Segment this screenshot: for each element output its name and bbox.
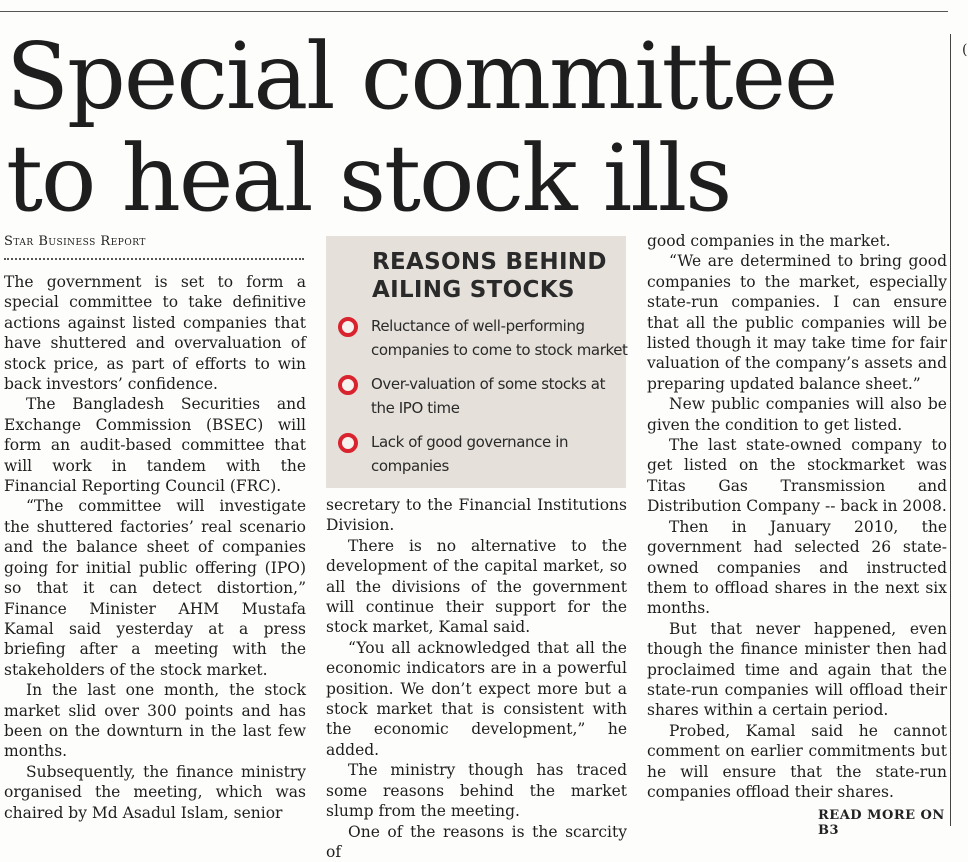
byline: Star Business Report [4, 234, 146, 249]
reason-item [338, 314, 628, 362]
paragraph: Then in January 2010, the government had selected 26 state-owned companies and instructed them to offload shares in the next six months. [647, 517, 947, 619]
top-rule [0, 11, 948, 12]
paragraph: But that never happened, even though the finance minister then had proclaimed time and again that the state-run companies will offload their shares within a certain period. [647, 619, 947, 721]
reason-text [371, 314, 628, 362]
reason-line: Lack of good governance in [371, 433, 568, 451]
reason-text [371, 430, 628, 478]
dotted-rule [4, 258, 304, 260]
read-more-link[interactable]: READ MORE ON B3 [818, 808, 968, 838]
reason-line: Over-valuation of some stocks at [371, 375, 605, 393]
paragraph: The last state-owned company to get listed on the stockmarket was Titas Gas Transmission and Distribution Company -- back in 2008. [647, 435, 947, 517]
sidebar-title-line-1: REASONS BEHIND [372, 249, 607, 275]
reason-item [338, 430, 628, 478]
sidebar-title-line-2: AILING STOCKS [372, 277, 575, 303]
paragraph: New public companies will also be given the condition to get listed. [647, 394, 947, 435]
paragraph: The government is set to form a special committee to take definitive actions against listed companies that have shuttered and overvaluation of stock price, as part of efforts to win back investors’ confidence. [4, 272, 306, 394]
column-divider [950, 34, 951, 826]
paragraph: One of the reasons is the scarcity of [326, 822, 627, 862]
article-column-2 [326, 495, 627, 862]
paragraph: Subsequently, the finance ministry organised the meeting, which was chaired by Md Asadul Islam, senior [4, 762, 306, 823]
paragraph: “We are determined to bring good companies to the market, especially state-run companies. I can ensure that all the public companies will be listed though it may take time for fair valuation of the company’s assets and preparing updated balance sheet.” [647, 251, 947, 394]
red-ring-bullet-icon [338, 317, 358, 337]
headline-line-2: to heal stock ills [6, 125, 730, 232]
paragraph: The Bangladesh Securities and Exchange Commission (BSEC) will form an audit-based committee that will work in tandem with the Financial Reporting Council (FRC). [4, 394, 306, 496]
paragraph: There is no alternative to the development of the capital market, so all the divisions of the government will continue their support for the stock market, Kamal said. [326, 536, 627, 638]
reason-line: the IPO time [371, 399, 460, 417]
paragraph: “The committee will investigate the shuttered factories’ real scenario and the balance sheet of companies going for initial public offering (IPO) so that it can detect distortion,” Finance Minister AHM Mustafa Kamal said yesterday at a press briefing after a meeting with the stakeholders of the stock market. [4, 496, 306, 680]
reason-line: Reluctance of well-performing [371, 317, 585, 335]
reason-text [371, 372, 628, 420]
reasons-sidebar-box [326, 236, 626, 488]
reason-line: companies [371, 457, 449, 475]
reason-item [338, 372, 628, 420]
reason-line: companies to come to stock market [371, 341, 628, 359]
paragraph: The ministry though has traced some reasons behind the market slump from the meeting. [326, 760, 627, 821]
sidebar-title [372, 248, 607, 304]
headline [6, 26, 836, 230]
paragraph: Probed, Kamal said he cannot comment on earlier commitments but he will ensure that the state-run companies offload their shares. [647, 721, 947, 803]
red-ring-bullet-icon [338, 433, 358, 453]
article-column-3 [647, 231, 947, 802]
headline-line-1: Special committee [6, 23, 836, 130]
adjacent-article-fragment: ( [962, 42, 967, 58]
red-ring-bullet-icon [338, 375, 358, 395]
paragraph: In the last one month, the stock market slid over 300 points and has been on the downturn in the last few months. [4, 680, 306, 762]
paragraph: “You all acknowledged that all the economic indicators are in a powerful position. We don’t expect more but a stock market that is consistent with the economic development,” he added. [326, 638, 627, 760]
paragraph: secretary to the Financial Institutions Division. [326, 495, 627, 536]
article-column-1 [4, 272, 306, 823]
paragraph: good companies in the market. [647, 231, 947, 251]
